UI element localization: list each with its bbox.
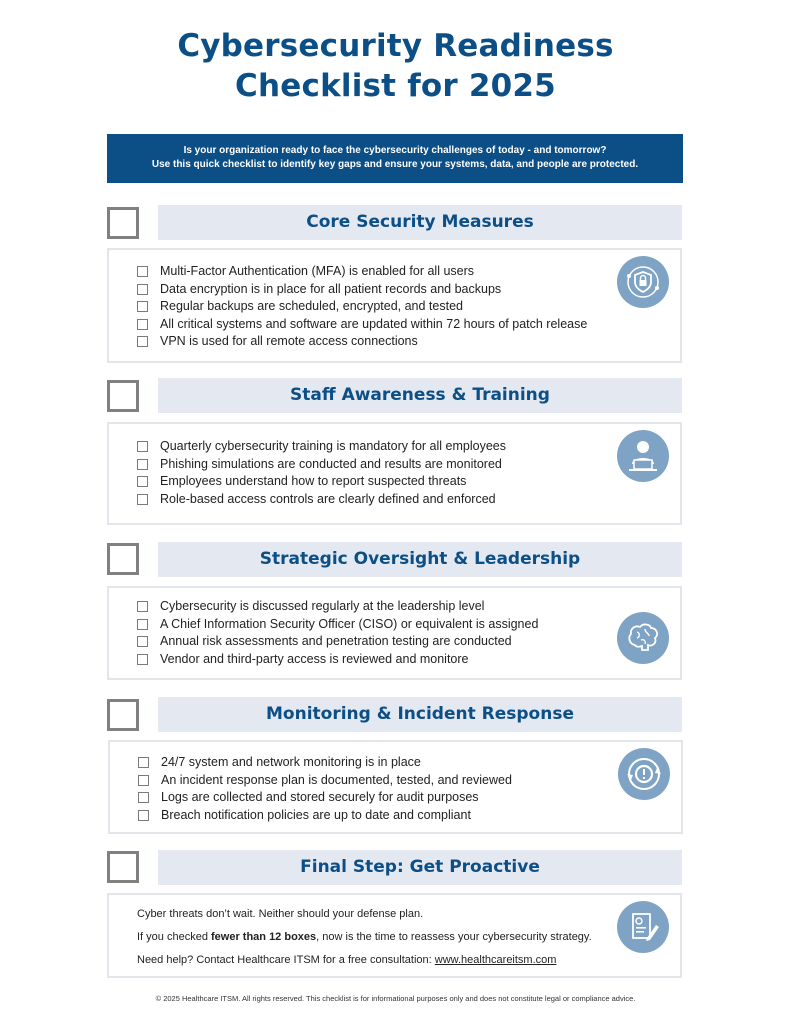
intro-banner [107,134,683,183]
checklist-item[interactable] [137,491,506,509]
checklist-item[interactable] [137,316,587,334]
checklist-item[interactable] [137,263,587,281]
checklist-item[interactable] [138,789,512,807]
final-line-2-bold: fewer than 12 boxes [211,931,317,943]
section-heading-monitoring: Monitoring & Incident Response [158,697,682,732]
item-checkbox[interactable] [137,654,148,665]
checklist-staff-awareness [137,438,506,508]
footer-disclaimer: © 2025 Healthcare ITSM. All rights reserved. This checklist is for informational purposes only and does not constitute legal or compliance advice. [155,994,636,1003]
section-checkbox-staff-awareness[interactable] [107,380,139,412]
item-label: Multi-Factor Authentication (MFA) is enabled for all users [160,264,475,278]
item-checkbox[interactable] [137,459,148,470]
user-laptop-icon [617,430,669,482]
checklist-item[interactable] [137,651,538,669]
checklist-item[interactable] [138,754,512,772]
item-checkbox[interactable] [138,792,149,803]
checklist-item[interactable] [137,438,506,456]
item-label: An incident response plan is documented, tested, and reviewed [161,772,512,787]
section-checkbox-final-step[interactable] [107,851,139,883]
document-pen-icon [617,901,669,953]
item-label: VPN is used for all remote access connections [160,334,418,348]
section-heading-core-security: Core Security Measures [158,205,682,240]
item-checkbox[interactable] [137,266,148,277]
section-checkbox-strategic-oversight[interactable] [107,543,139,575]
intro-line-1: Is your organization ready to face the cybersecurity challenges of today - and tomorrow? [183,145,607,156]
page-title [0,26,791,106]
checklist-core-security [137,263,587,351]
intro-line-2: Use this quick checklist to identify key gaps and ensure your systems, data, and people are protected. [151,159,639,170]
item-checkbox[interactable] [137,301,148,312]
item-label: Employees understand how to report suspected threats [160,474,467,488]
item-checkbox[interactable] [137,619,148,630]
final-line-2 [137,930,592,944]
item-label: Vendor and third-party access is reviewed and monitore [160,651,469,666]
checklist-item[interactable] [137,616,538,634]
checklist-item[interactable] [138,807,512,825]
item-checkbox[interactable] [137,336,148,347]
item-checkbox[interactable] [137,319,148,330]
final-line-3-pre: Need help? Contact Healthcare ITSM for a free consultation: [137,954,435,966]
item-checkbox[interactable] [137,601,148,612]
item-label: 24/7 system and network monitoring is in place [161,755,421,769]
section-heading-final-step: Final Step: Get Proactive [158,850,682,885]
item-label: Regular backups are scheduled, encrypted, and tested [160,299,463,313]
final-line-2-post: , now is the time to reassess your cybersecurity strategy. [316,931,592,943]
item-label: Role-based access controls are clearly defined and enforced [160,491,496,506]
section-card-final-step [107,893,682,978]
brain-icon [617,612,669,664]
checklist-item[interactable] [138,772,512,790]
section-card-strategic-oversight [107,586,682,680]
item-label: Annual risk assessments and penetration testing are conducted [160,634,512,648]
alert-cycle-icon [618,748,670,800]
item-label: A Chief Information Security Officer (CISO) or equivalent is assigned [160,616,539,631]
item-checkbox[interactable] [137,494,148,505]
item-checkbox[interactable] [137,476,148,487]
shield-network-icon [617,256,669,308]
title-line-2: Checklist for 2025 [235,68,556,104]
item-label: Cybersecurity is discussed regularly at the leadership level [160,599,485,613]
section-heading-staff-awareness: Staff Awareness & Training [158,378,682,413]
section-card-staff-awareness [107,422,682,525]
checklist-strategic-oversight [137,598,538,668]
section-checkbox-monitoring[interactable] [107,699,139,731]
checklist-item[interactable] [137,598,538,616]
final-line-3 [137,953,556,967]
item-checkbox[interactable] [138,775,149,786]
section-heading-strategic-oversight: Strategic Oversight & Leadership [158,542,682,577]
item-label: Quarterly cybersecurity training is mandatory for all employees [160,439,506,453]
section-card-monitoring [108,740,683,834]
item-label: Logs are collected and stored securely for audit purposes [161,790,479,804]
item-label: Breach notification policies are up to date and compliant [161,807,471,822]
item-checkbox[interactable] [137,441,148,452]
checklist-item[interactable] [137,281,587,299]
final-line-2-pre: If you checked [137,931,211,943]
item-checkbox[interactable] [138,757,149,768]
checklist-monitoring [138,754,512,824]
checklist-item[interactable] [137,298,587,316]
item-label: Phishing simulations are conducted and results are monitored [160,456,502,471]
checklist-item[interactable] [137,456,506,474]
section-checkbox-core-security[interactable] [107,207,139,239]
website-link[interactable]: www.healthcareitsm.com [434,954,557,966]
item-label: Data encryption is in place for all patient records and backups [160,281,502,296]
checklist-item[interactable] [137,633,538,651]
title-line-1: Cybersecurity Readiness [177,28,614,64]
checklist-item[interactable] [137,473,506,491]
section-card-core-security [107,248,682,363]
item-checkbox[interactable] [137,636,148,647]
item-checkbox[interactable] [137,284,148,295]
item-checkbox[interactable] [138,810,149,821]
checklist-item[interactable] [137,333,587,351]
final-line-1: Cyber threats don’t wait. Neither should your defense plan. [137,908,424,920]
item-label: All critical systems and software are updated within 72 hours of patch release [160,316,588,331]
